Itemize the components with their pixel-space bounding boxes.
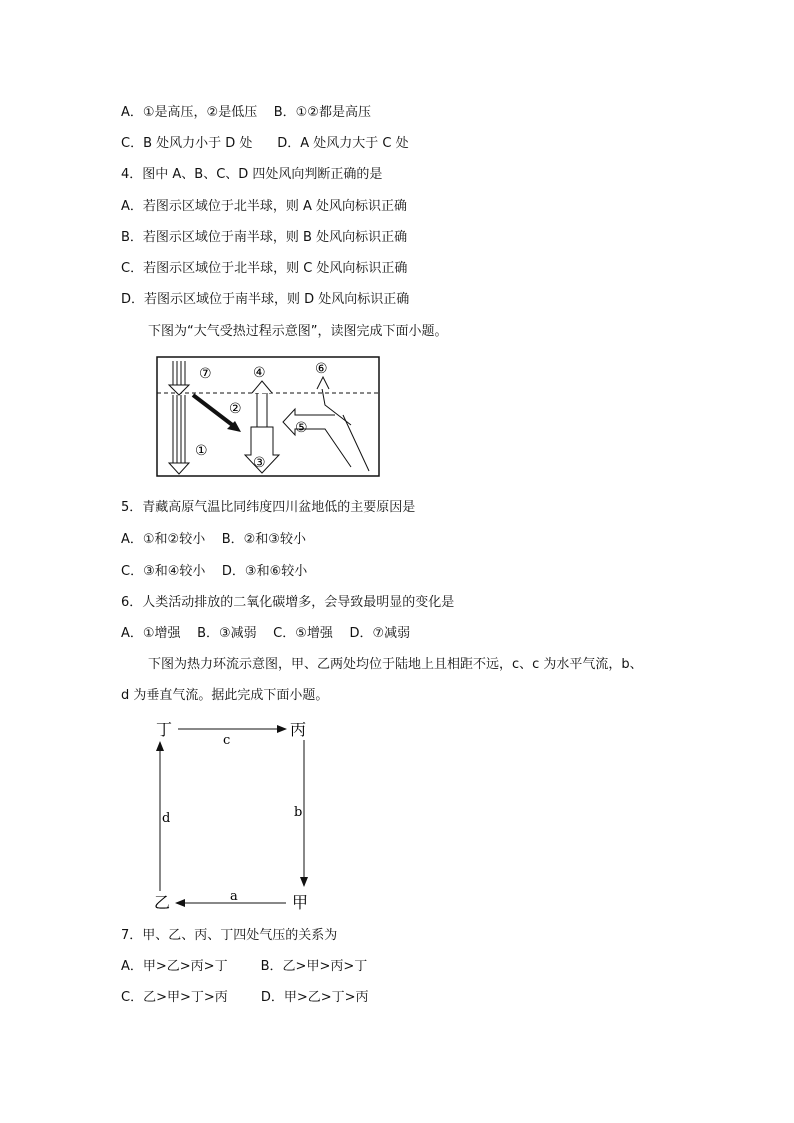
label-b: b	[294, 805, 303, 820]
figure2-intro-line2: d 为垂直气流。据此完成下面小题。	[121, 688, 329, 703]
label-6: ⑥	[315, 361, 328, 377]
q3-options-cd: C．B 处风力小于 D 处 D．A 处风力大于 C 处	[121, 136, 409, 151]
q4-stem: 4．图中 A、B、C、D 四处风向判断正确的是	[121, 167, 383, 182]
label-c: c	[223, 733, 231, 748]
q4-option-d: D．若图示区域位于南半球，则 D 处风向标识正确	[121, 292, 410, 307]
label-7: ⑦	[199, 366, 212, 382]
corner-jia: 甲	[292, 893, 309, 912]
corner-yi: 乙	[154, 893, 171, 912]
q7-options-cd: C．乙>甲>丁>丙 D．甲>乙>丁>丙	[121, 990, 369, 1005]
q7-options-ab: A．甲>乙>丙>丁 B．乙>甲>丙>丁	[121, 959, 368, 974]
q3-options-ab: A．①是高压，②是低压 B．①②都是高压	[121, 105, 371, 120]
q4-option-b: B．若图示区域位于南半球，则 B 处风向标识正确	[121, 230, 408, 245]
label-1: ①	[195, 443, 208, 459]
q6-stem: 6．人类活动排放的二氧化碳增多，会导致最明显的变化是	[121, 595, 455, 610]
thermal-circulation-diagram	[150, 716, 320, 916]
q5-options-ab: A．①和②较小 B．②和③较小	[121, 532, 306, 547]
corner-bing: 丙	[290, 720, 307, 739]
figure2-intro-line1: 下图为热力环流示意图，甲、乙两处均位于陆地上且相距不远，c、c 为水平气流，b、	[148, 657, 643, 672]
corner-ding: 丁	[156, 720, 173, 739]
q5-options-cd: C．③和④较小 D．③和⑥较小	[121, 564, 308, 579]
label-2: ②	[229, 401, 242, 417]
label-5: ⑤	[295, 420, 308, 436]
atmospheric-heating-diagram	[155, 355, 385, 479]
label-d: d	[162, 811, 171, 826]
figure1-intro: 下图为“大气受热过程示意图”，读图完成下面小题。	[148, 324, 448, 339]
q4-option-c: C．若图示区域位于北半球，则 C 处风向标识正确	[121, 261, 408, 276]
q5-stem: 5．青藏高原气温比同纬度四川盆地低的主要原因是	[121, 500, 416, 515]
label-a: a	[230, 889, 238, 904]
label-4: ④	[253, 365, 266, 381]
q7-stem: 7．甲、乙、丙、丁四处气压的关系为	[121, 928, 338, 943]
q6-options: A．①增强 B．③减弱 C．⑤增强 D．⑦减弱	[121, 626, 411, 641]
q4-option-a: A．若图示区域位于北半球，则 A 处风向标识正确	[121, 199, 408, 214]
label-3: ③	[253, 455, 266, 471]
